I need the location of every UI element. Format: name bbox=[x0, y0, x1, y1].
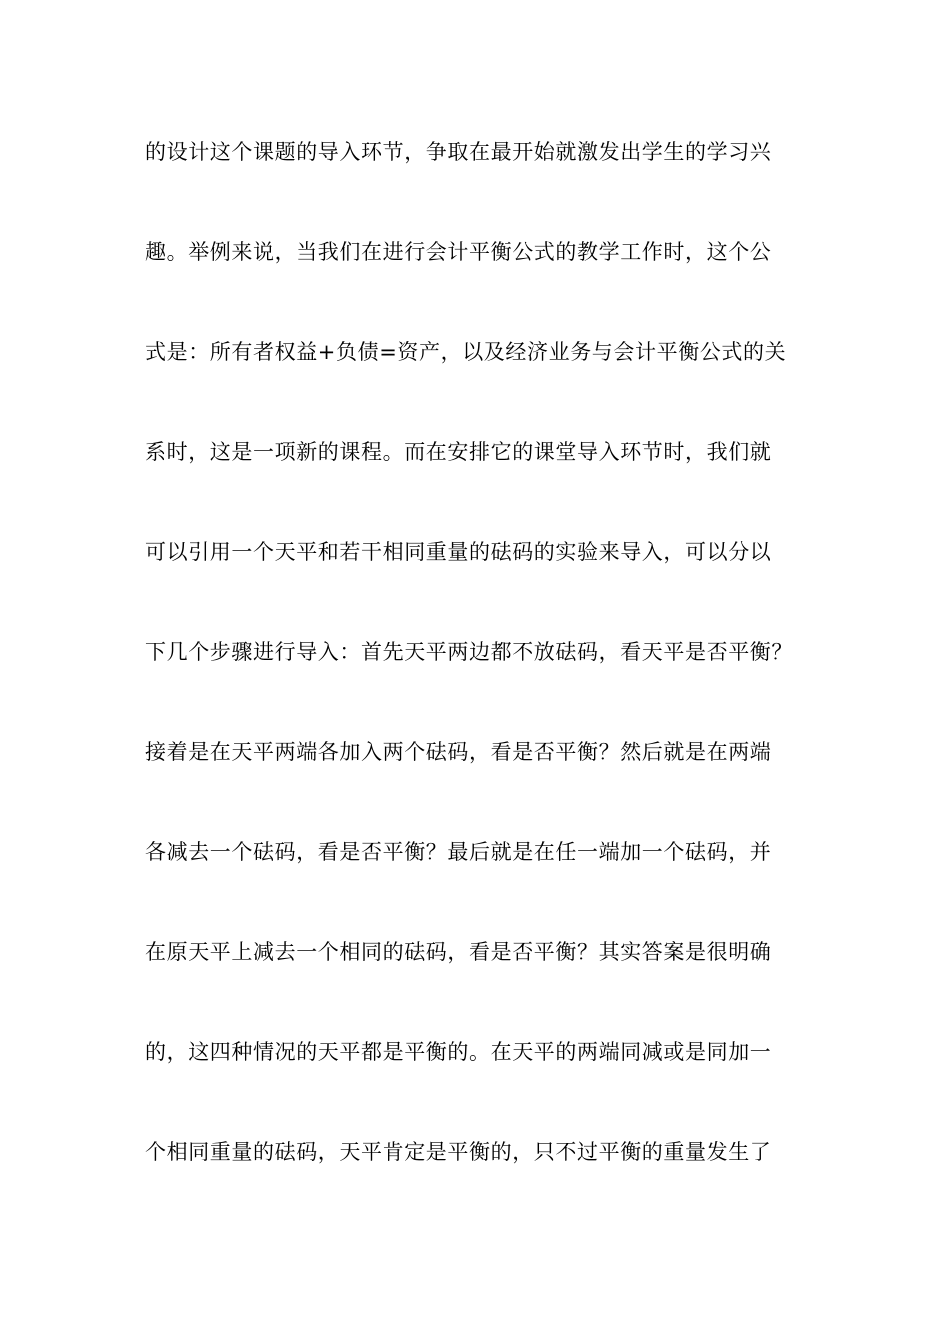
text-line: 可以引用一个天平和若干相同重量的砝码的实验来导入，可以分以 bbox=[145, 540, 772, 564]
text-line: 下几个步骤进行导入：首先天平两边都不放砝码，看天平是否平衡？ bbox=[145, 640, 793, 664]
text-line: 式是：所有者权益+负债=资产，以及经济业务与会计平衡公式的关 bbox=[145, 340, 787, 364]
text-line: 接着是在天平两端各加入两个砝码，看是否平衡？然后就是在两端 bbox=[145, 740, 772, 764]
text-line: 趣。举例来说，当我们在进行会计平衡公式的教学工作时，这个公 bbox=[145, 240, 772, 264]
text-line: 系时，这是一项新的课程。而在安排它的课堂导入环节时，我们就 bbox=[145, 440, 772, 464]
body-text bbox=[145, 132, 845, 1232]
text-line: 在原天平上减去一个相同的砝码，看是否平衡？其实答案是很明确 bbox=[145, 940, 772, 964]
text-line: 个相同重量的砝码，天平肯定是平衡的，只不过平衡的重量发生了 bbox=[145, 1140, 772, 1164]
text-line: 各减去一个砝码，看是否平衡？最后就是在任一端加一个砝码，并 bbox=[145, 840, 772, 864]
text-line: 的设计这个课题的导入环节，争取在最开始就激发出学生的学习兴 bbox=[145, 140, 772, 164]
text-line: 的，这四种情况的天平都是平衡的。在天平的两端同减或是同加一 bbox=[145, 1040, 772, 1064]
